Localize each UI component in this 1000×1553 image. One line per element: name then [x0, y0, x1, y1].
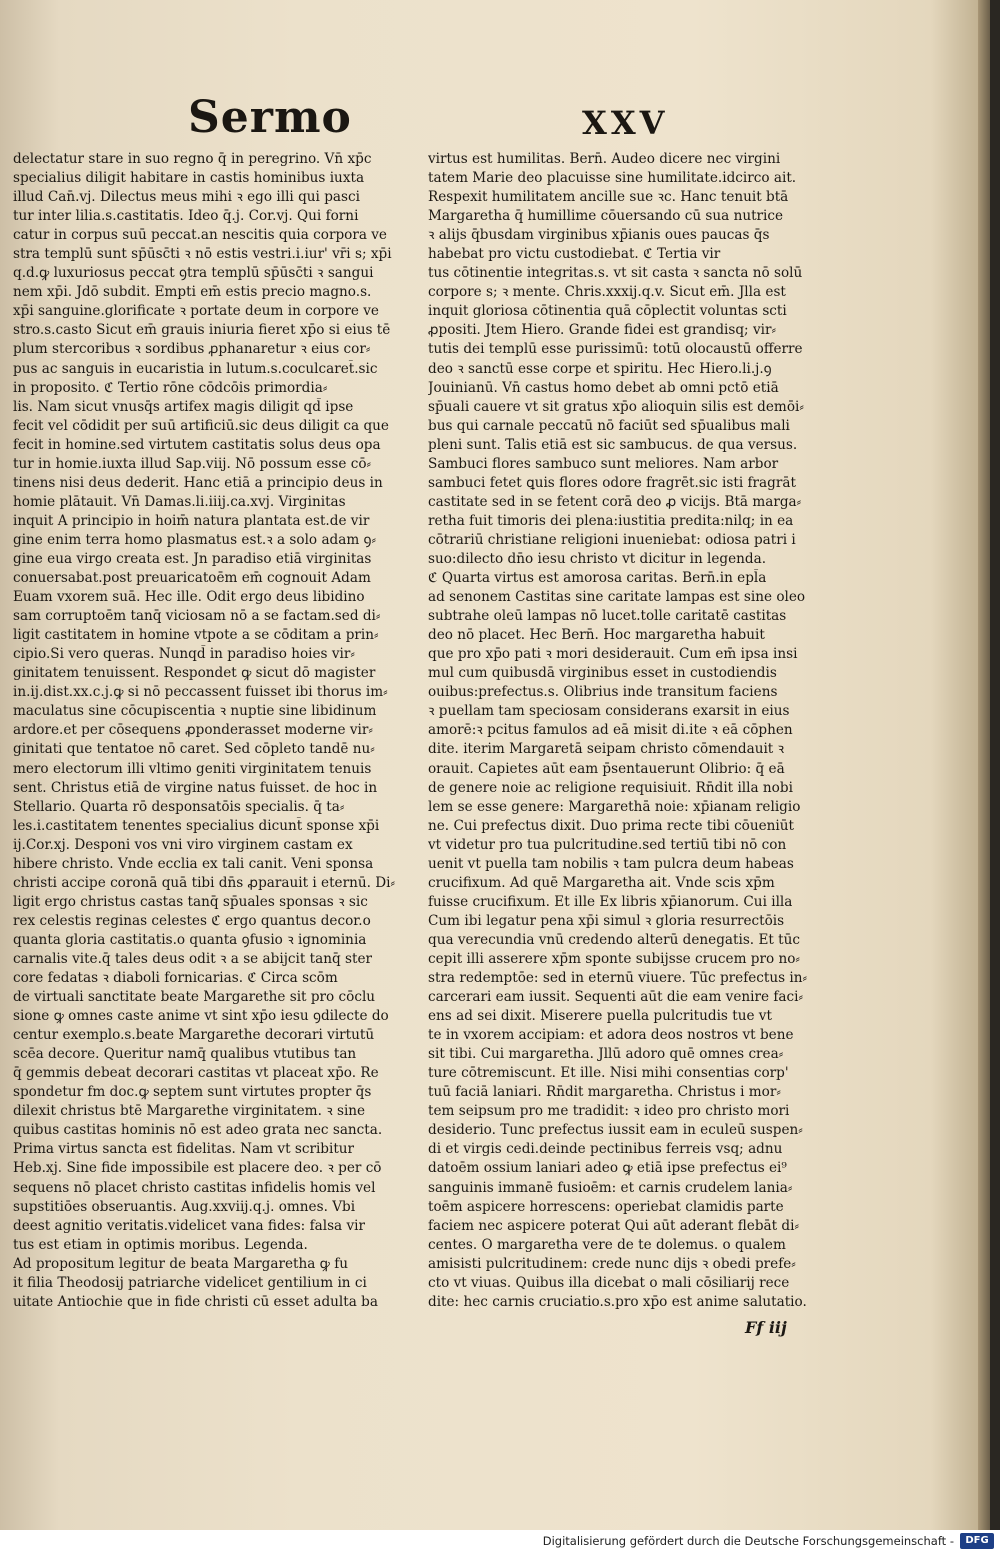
text-line: cto vt viuas. Quibus illa dicebat o mali cōsiliarij rece: [428, 1274, 790, 1291]
text-line: tuū faciā laniari. Rn̄dit margaretha. Christus i mor⸗: [428, 1084, 781, 1101]
text-line: centur exemplo.s.beate Margarethe decorari virtutū: [13, 1027, 375, 1044]
text-line: Respexit humilitatem ancille sue ꝛc. Hanc tenuit btā: [428, 189, 789, 206]
text-line: subtrahe oleū lampas nō lucet.tolle caritatē castitas: [428, 608, 787, 625]
digitization-footer: [0, 1530, 1000, 1553]
text-line: Ad propositum legitur de beata Margaretha ꝙ fu: [13, 1255, 348, 1272]
text-line: retha fuit timoris dei plena:iustitia predita:nilq; in ea: [428, 512, 794, 529]
text-line: vt videtur pro tua pulcritudine.sed tertiū tibi nō con: [428, 836, 787, 853]
text-line: toēm aspicere horrescens: operiebat clamidis parte: [428, 1198, 784, 1215]
text-line: uenit vt puella tam nobilis ꝛ tam pulcra deum habeas: [428, 855, 794, 872]
text-line: ginitatem tenuissent. Respondet ꝙ sicut dō magister: [13, 665, 376, 682]
signature-mark: Ff iij: [745, 1318, 787, 1337]
text-line: ꝛ alijs q̄busdam virginibus xp̄ianis oues paucas q̄s: [428, 227, 770, 244]
text-line: ture cōtremiscunt. Et ille. Nisi mihi consentias corp': [428, 1065, 789, 1082]
text-column-right: [428, 150, 820, 1310]
text-line: de virtuali sanctitate beate Margarethe sit pro cōclu: [13, 989, 376, 1006]
text-line: uitate Antiochie que in fide christi cū esset adulta ba: [13, 1293, 378, 1310]
text-line: fecit in homine.sed virtutem castitatis solus deus opa: [13, 436, 381, 453]
text-line: ad senonem Castitas sine caritate lampas est sine oleo: [428, 589, 806, 606]
text-line: ligit castitatem in homine vtpote a se cōditam a prin⸗: [13, 627, 379, 644]
text-line: fuisse crucifixum. Et ille Ex libris xp̄ianorum. Cui illa: [428, 893, 793, 910]
text-line: tem seipsum pro me tradidit: ꝛ ideo pro christo mori: [428, 1103, 790, 1120]
running-header: [0, 92, 990, 152]
text-line: cepit illi asserere xp̄m sponte subijsse crucem pro no⸗: [428, 950, 800, 967]
text-line: ꝛ puellam tam speciosam considerans exarsit in eius: [428, 703, 790, 720]
text-line: pleni sunt. Talis etiā est sic sambucus. de qua versus.: [428, 436, 798, 453]
text-line: tutis dei templū esse purissimū: totū olocaustū offerre: [428, 341, 803, 358]
text-line: amorē:ꝛ pcitus famulos ad eā misit di.ite ꝛ eā cōphen: [428, 722, 793, 739]
text-line: carcerari eam iussit. Sequenti aūt die eam venire faci⸗: [428, 989, 803, 1006]
text-line: hibere christo. Vnde ecclia ex tali canit. Veni sponsa: [13, 855, 374, 872]
text-line: Margaretha q̄ humillime cōuersando cū sua nutrice: [428, 208, 784, 225]
text-line: q.d.ꝙ luxuriosus peccat ꝯtra templū sp̄ūsc̄ti ꝛ sangui: [13, 265, 374, 282]
footer-credit: Digitalisierung gefördert durch die Deutsche Forschungsgemeinschaft -: [542, 1534, 954, 1548]
header-title-right: XXV: [582, 104, 669, 142]
text-line: pus ac sanguis in eucaristia in lutum.s.coculcaret̄.sic: [13, 360, 378, 377]
text-line: sent. Christus etiā de virgine natus fuisset. de hoc in: [13, 779, 378, 796]
text-line: Jouinianū. Vn̄ castus homo debet ab omni pctō etiā: [428, 379, 779, 396]
text-line: it filia Theodosij patriarche videlicet gentilium in ci: [13, 1274, 367, 1291]
text-line: bus qui carnale peccatū nō faciūt sed sp̄ualibus mali: [428, 417, 790, 434]
text-line: Heb.xj. Sine fide impossibile est placere deo. ꝛ per cō: [13, 1160, 382, 1177]
text-line: dilexit christus btē Margarethe virginitatem. ꝛ sine: [13, 1103, 366, 1120]
text-line: ens ad sei dixit. Miserere puella pulcritudis tue vt: [428, 1008, 772, 1025]
text-line: spondetur fm doc.ꝙ septem sunt virtutes propter q̄s: [13, 1084, 372, 1101]
text-line: tus cōtinentie integritas.s. vt sit casta ꝛ sancta nō solū: [428, 265, 803, 282]
text-line: illud Can̄.vj. Dilectus meus mihi ꝛ ego illi qui pasci: [13, 189, 360, 206]
text-line: sit tibi. Cui margaretha. Jllū adoro quē omnes crea⸗: [428, 1046, 784, 1063]
text-line: suo:dilecto dn̄o iesu christo vt dicitur in legenda.: [428, 550, 767, 567]
text-line: Sambuci flores sambuco sunt meliores. Nam arbor: [428, 455, 779, 472]
text-line: lem se esse genere: Margarethā noie: xp̄ianam religio: [428, 798, 801, 815]
text-line: homie plātauit. Vn̄ Damas.li.iiij.ca.xvj. Virginitas: [13, 493, 346, 510]
text-line: delectatur stare in suo regno q̄ in peregrino. Vn̄ xp̄c: [13, 151, 372, 167]
text-line: specialius diligit habitare in castis hominibus iuxta: [13, 170, 365, 187]
text-line: stra templū sunt sp̄ūsc̄ti ꝛ nō estis vestri.i.iur' vr̄i s; xp̄i: [13, 246, 392, 263]
text-line: tur in homie.iuxta illud Sap.viij. Nō possum esse cō⸗: [13, 455, 372, 472]
text-line: fecit vel cōdidit per suū artificiū.sic deus diligit ca que: [13, 417, 389, 434]
text-line: plum stercoribus ꝛ sordibus ꝓphanaretur ꝛ eius cor⸗: [13, 341, 371, 358]
text-line: amisisti pulcritudinem: crede nunc dijs ꝛ obedi prefe⸗: [428, 1255, 796, 1272]
text-line: catur in corpus suū peccat.an nescitis quia corpora ve: [13, 227, 387, 244]
text-line: q̄ gemmis debeat decorari castitas vt placeat xp̄o. Re: [13, 1065, 379, 1082]
text-line: cipio.Si vero queras. Nunqd̄ in paradiso hoies vir⸗: [13, 646, 355, 663]
text-line: desiderio. Tunc prefectus iussit eam in eculeū suspen⸗: [428, 1122, 803, 1139]
text-line: ligit ergo christus castas tanq̄ sp̄uales sponsas ꝛ sic: [13, 893, 368, 910]
text-line: stra redemptōe: sed in eternū viuere. Tūc prefectus in⸗: [428, 970, 808, 987]
text-line: inquit A principio in hoim̄ natura plantata est.de vir: [13, 512, 370, 529]
text-line: corpore s; ꝛ mente. Chris.xxxij.q.v. Sicut em̄. Jlla est: [428, 284, 786, 301]
text-line: centes. O margaretha vere de te dolemus. o qualem: [428, 1236, 786, 1253]
text-line: gine eua virgo creata est. Jn paradiso etiā virginitas: [13, 550, 372, 567]
text-line: tur inter lilia.s.castitatis. Ideo q̄.j. Cor.vj. Qui forni: [13, 208, 359, 225]
text-line: castitate sed in se fetent corā deo ꝓ vicijs. Btā marga⸗: [428, 493, 802, 510]
text-line: in proposito. ℭ Tertio rōne cōdcōis primordia⸗: [13, 379, 328, 396]
text-line: quanta gloria castitatis.o quanta ꝯfusio ꝛ ignominia: [13, 931, 367, 948]
text-line: ℭ Quarta virtus est amorosa caritas. Bern̄.in epl̄a: [428, 570, 767, 587]
text-line: tus est etiam in optimis moribus. Legenda.: [13, 1236, 308, 1253]
page-edge: [978, 0, 990, 1530]
text-line: stro.s.casto Sicut em̄ grauis iniuria fieret xp̄o si eius tē: [13, 322, 391, 339]
text-line: orauit. Capietes aūt eam p̄sentauerunt Olibrio: q̄ eā: [428, 760, 785, 777]
text-line: supstitiōes obseruantis. Aug.xxviij.q.j. omnes. Vbi: [13, 1198, 356, 1215]
text-line: datoēm ossium laniari adeo ꝙ etiā ipse prefectus ei⁹: [428, 1160, 787, 1177]
text-line: sione ꝙ omnes caste anime vt sint xp̄o iesu ꝯdilecte do: [13, 1008, 389, 1025]
text-line: tinens nisi deus dederit. Hanc etiā a principio deus in: [13, 474, 383, 491]
text-line: conuersabat.post preuaricatoēm em̄ cognouit Adam: [13, 570, 371, 587]
text-line: habebat pro victu custodiebat. ℭ Tertia vir: [428, 246, 721, 263]
text-line: sequens nō placet christo castitas infidelis homis vel: [13, 1179, 376, 1196]
text-line: faciem nec aspicere poterat Qui aūt aderant flebāt di⸗: [428, 1217, 800, 1234]
text-line: tatem Marie deo placuisse sine humilitate.idcirco ait.: [428, 170, 797, 187]
text-line: ginitati que tentatoe nō caret. Sed cōpleto tandē nu⸗: [13, 741, 375, 758]
text-line: dite. iterim Margaretā seipam christo cōmendauit ꝛ: [428, 741, 785, 758]
text-line: cōtrariū christiane religioni inueniebat: odiosa patri i: [428, 531, 796, 548]
text-line: que pro xp̄o pati ꝛ mori desiderauit. Cum em̄ ipsa insi: [428, 646, 798, 663]
text-line: core fedatas ꝛ diaboli fornicarias. ℭ Circa scōm: [13, 970, 338, 987]
text-line: virtus est humilitas. Bern̄. Audeo dicere nec virgini: [428, 151, 781, 167]
text-line: les.i.castitatem tenentes specialius dicunt̄ sponse xp̄i: [13, 817, 380, 834]
text-line: in.ij.dist.xx.c.j.ꝙ si nō peccassent fuisset ibi thorus im⸗: [13, 684, 388, 701]
text-line: quibus castitas hominis nō est adeo grata nec sancta.: [13, 1122, 383, 1139]
text-line: lis. Nam sicut vnusq̄s artifex magis diligit qd̄ ipse: [13, 398, 354, 415]
text-line: de genere noie ac religione requisiuit. Rn̄dit illa nobi: [428, 779, 793, 796]
text-line: scēa decore. Queritur namq̄ qualibus vtutibus tan: [13, 1046, 357, 1063]
text-line: Cum ibi legatur pena xp̄i simul ꝛ gloria resurrectōis: [428, 912, 785, 929]
text-line: mero electorum illi vltimo geniti virginitatem tenuis: [13, 760, 372, 777]
text-line: maculatus sine cōcupiscentia ꝛ nuptie sine libidinum: [13, 703, 377, 720]
text-line: dite: hec carnis cruciatio.s.pro xp̄o est anime salutatio.: [428, 1293, 807, 1310]
text-line: carnalis vite.q̄ tales deus odit ꝛ a se abijcit tanq̄ ster: [13, 950, 372, 967]
text-line: inquit gloriosa cōtinentia quā cōplectit voluntas scti: [428, 303, 787, 320]
text-line: Prima virtus sancta est fidelitas. Nam vt scribitur: [13, 1141, 355, 1158]
text-line: ne. Cui prefectus dixit. Duo prima recte tibi cōueniūt: [428, 817, 794, 834]
text-line: gine enim terra homo plasmatus est.ꝛ a solo adam ꝯ⸗: [13, 531, 377, 548]
text-line: nem xp̄i. Jdō subdit. Empti em̄ estis precio magno.s.: [13, 284, 372, 301]
text-line: sam corruptoēm tanq̄ viciosam nō a se factam.sed di⸗: [13, 608, 381, 625]
text-line: sp̄uali cauere vt sit gratus xp̄o alioquin silis est demōi⸗: [428, 398, 804, 415]
text-line: christi accipe coronā quā tibi dn̄s ꝓparauit i eternū. Di⸗: [13, 874, 396, 891]
text-column-left: [13, 150, 408, 1310]
dfg-logo: DFG: [960, 1533, 994, 1549]
text-line: crucifixum. Ad quē Margaretha ait. Vnde scis xp̄m: [428, 874, 775, 891]
text-line: di et virgis cedi.deinde pectinibus ferreis vsq; adnu: [428, 1141, 783, 1158]
text-line: Euam vxorem suā. Hec ille. Odit ergo deus libidino: [13, 589, 365, 606]
text-line: ij.Cor.xj. Desponi vos vni viro virginem castam ex: [13, 836, 353, 853]
text-line: te in vxorem accipiam: et adora deos nostros vt bene: [428, 1027, 794, 1044]
text-line: deest agnitio veritatis.videlicet vana fides: falsa vir: [13, 1217, 365, 1234]
text-line: qua verecundia vnū credendo alterū denegatis. Et tūc: [428, 931, 800, 948]
text-line: xp̄i sanguine.glorificate ꝛ portate deum in corpore ve: [13, 303, 379, 320]
header-title-left: Sermo: [188, 92, 352, 143]
text-line: deo nō placet. Hec Bern̄. Hoc margaretha habuit: [428, 627, 765, 644]
text-line: ꝓpositi. Jtem Hiero. Grande fidei est grandisq; vir⸗: [428, 322, 777, 339]
text-line: ardore.et per cōsequens ꝓponderasset moderne vir⸗: [13, 722, 373, 739]
text-line: Stellario. Quarta rō desponsatōis specialis. q̄ ta⸗: [13, 798, 345, 815]
text-line: sanguinis immanē fusioēm: et carnis crudelem lania⸗: [428, 1179, 793, 1196]
text-line: sambuci fetet ꝗuis flores odore fragrēt.sic isti fragrāt: [428, 474, 796, 491]
text-line: mul cum quibusdā virginibus esset in custodiendis: [428, 665, 777, 682]
text-line: deo ꝛ sanctū esse corpe et spiritu. Hec Hiero.li.j.ꝯ: [428, 360, 772, 377]
text-line: ouibus:prefectus.s. Olibrius inde transitum faciens: [428, 684, 778, 701]
text-line: rex celestis reginas celestes ℭ ergo quantus decor.o: [13, 912, 371, 929]
